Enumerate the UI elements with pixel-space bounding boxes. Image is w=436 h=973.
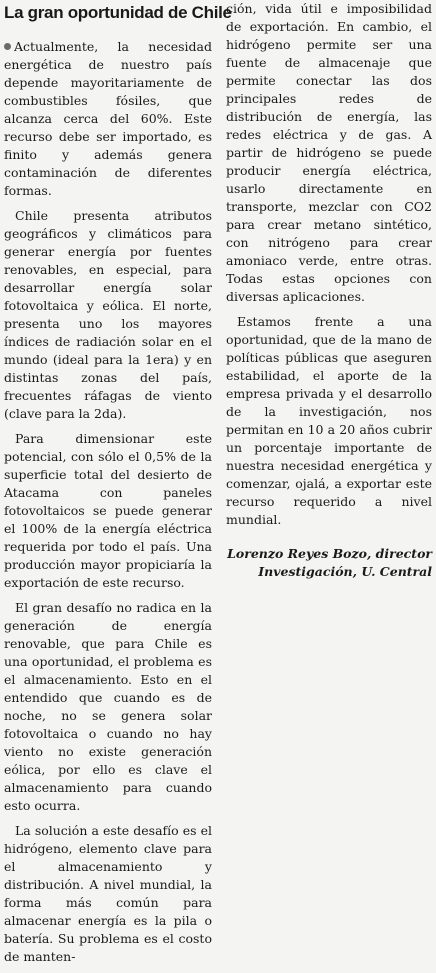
paragraph-3: Para dimensionar este potencial, con sólo el 0,5% de la superficie total del desierto de Atacama con paneles fotovoltaicos se puede generar el 100% de la energía eléctrica requerida por todo el país. Una producción mayor propiciaría la exportación de este recurso.	[4, 431, 212, 590]
paragraph-4: El gran desafío no radica en la generación de energía renovable, que para Chile es una oportunidad, el problema es el almacenamiento. Esto en el entendido que cuando es de noche, no se genera solar fotovoltaica o cuando no hay viento no existe generación eólica, por ello es clave el almacenamiento para cuando esto ocurra.	[4, 600, 212, 813]
article-title: La gran oportunidad de Chile	[4, 3, 232, 22]
paragraph-5-continued: ción, vida útil e imposibilidad de exportación. En cambio, el hidrógeno permite ser una fuente de almacenaje que permite conectar las dos principales redes de distribución de energía, las redes eléctrica y de gas. A partir de hidrógeno se puede producir energía eléctrica, usarlo directamente en transporte, mezclar con CO2 para crear metano sintético, con nitrógeno para crear amoniaco verde, entre otras. Todas estas opciones con diversas aplicaciones.	[226, 1, 432, 304]
column-left	[4, 38, 212, 973]
bullet-icon	[4, 43, 11, 50]
column-right	[226, 0, 432, 581]
author-signature: Lorenzo Reyes Bozo, director Investigación, U. Central	[227, 546, 432, 579]
paragraph-1: Actualmente, la necesidad energética de nuestro país depende mayoritariamente de combustibles fósiles, que alcanza cerca del 60%. Este recurso debe ser importado, es finito y además genera contaminación de diferentes formas.	[4, 39, 212, 198]
paragraph-6: Estamos frente a una oportunidad, que de la mano de políticas públicas que aseguren estabilidad, el aporte de la empresa privada y el desarrollo de la investigación, nos permitan en 10 a 20 años cubrir un porcentaje importante de nuestra necesidad energética y comenzar, ojalá, a exportar este recurso requerido a nivel mundial.	[226, 314, 432, 527]
paragraph-2: Chile presenta atributos geográficos y climáticos para generar energía por fuentes renovables, en especial, para desarrollar energía solar fotovoltaica y eólica. El norte, presenta uno los mayores índices de radiación solar en el mundo (ideal para la 1era) y en distintas zonas del país, frecuentes ráfagas de viento (clave para la 2da).	[4, 208, 212, 421]
paragraph-5: La solución a este desafío es el hidrógeno, elemento clave para el almacenamiento y distribución. A nivel mundial, la forma más común para almacenar energía es la pila o batería. Su problema es el costo de manten-	[4, 823, 212, 964]
